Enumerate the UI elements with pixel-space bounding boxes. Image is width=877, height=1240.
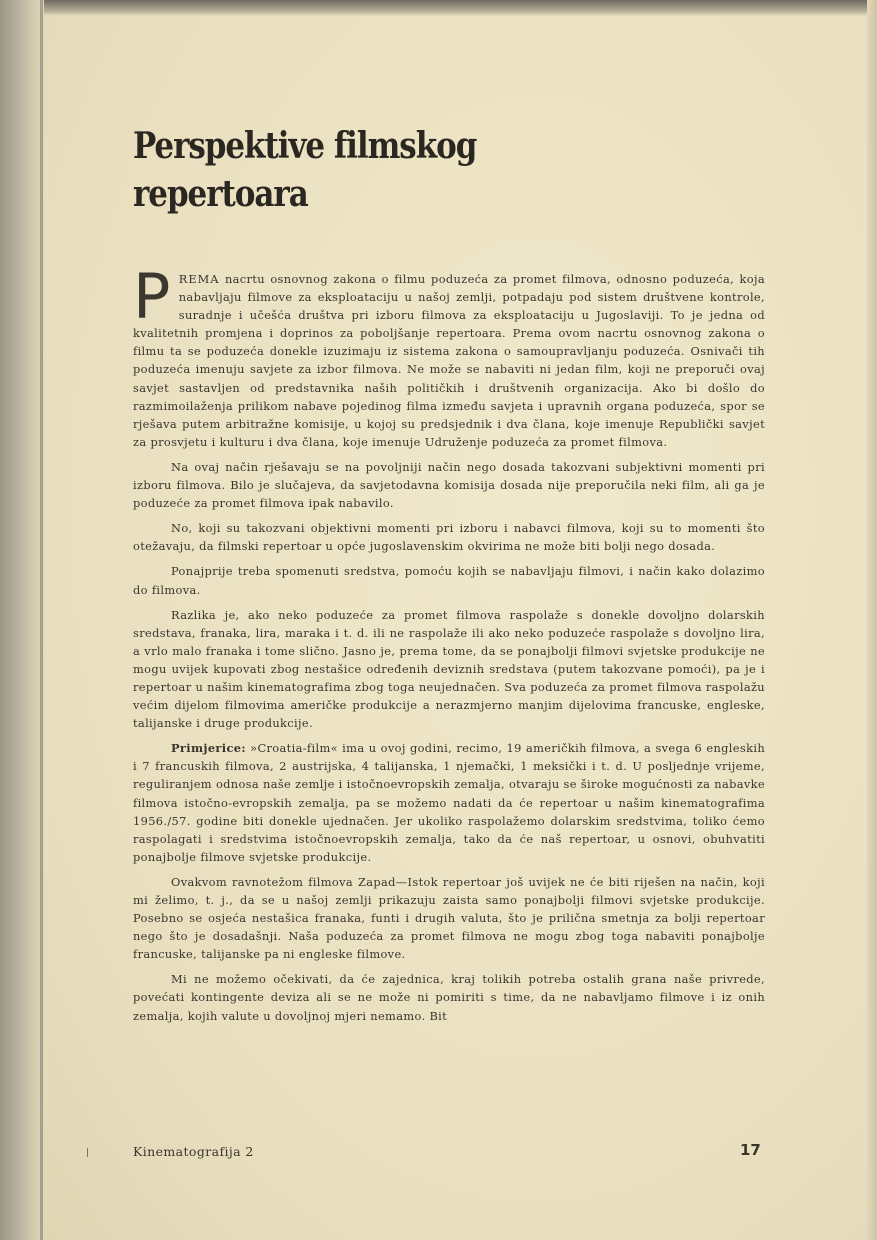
paragraph-1-lead: REMA	[178, 272, 220, 286]
drop-cap: P	[133, 260, 171, 333]
paragraph-2: Na ovaj način rješavaju se na povoljniji način nego dosada takozvani subjektivni momenti pri izboru filmova. Bilo je slučajeva, da savjetodavna komisija dosada nije preporučila neki film, ali ga je poduzeće za promet filmova ipak nabavilo.	[133, 459, 765, 511]
page-top-shadow	[0, 0, 877, 16]
paragraph-6-lead: Primjerice:	[171, 741, 246, 756]
paragraph-5: Razlika je, ako neko poduzeće za promet filmova raspolaže s donekle dovoljno dolarskih sredstava, franaka, lira, maraka i t. d. ili ne raspolaže ili ako neko poduzeće raspolaže s dovoljno lira, a vrlo malo franaka i tome slično. Jasno je, prema tome, da se ponajbolji filmovi svjetske produkcije ne mogu uvijek kupovati zbog nestašice određenih deviznih sredstava (putem takozvane pomoći), pa je i repertoar u našim kinematografima zbog toga neujednačen. Sva poduzeća za promet filmova raspolažu većim dijelom filmovima američke produkcije a nerazmjerno manjim dijelovima francuske, engleske, talijanske i druge produkcije.	[133, 607, 765, 731]
paragraph-7: Ovakvom ravnotežom filmova Zapad—Istok repertoar još uvijek ne će biti riješen na način, koji mi želimo, t. j., da se u našoj zemlji prikazuju zaista samo ponajbolji filmovi svjetske produkcije. Posebno se osjeća nestašica franaka, funti i drugih valuta, što je prilična smetnja za bolji repertoar nego što je dosadašnji. Naša poduzeća za promet filmova ne mogu zbog toga nabaviti ponajbolje francuske, talijanske pa ni engleske filmove.	[133, 874, 765, 962]
paragraph-4: Ponajprije treba spomenuti sredstva, pomoću kojih se nabavljaju filmovi, i način kako dolazimo do filmova.	[133, 564, 765, 597]
margin-mark	[87, 1148, 88, 1157]
binding-edge	[40, 0, 43, 1240]
title-line-1: Perspektive filmskog	[133, 125, 477, 167]
page-right-edge	[867, 0, 877, 1240]
journal-name: Kinematografija 2	[133, 1144, 254, 1159]
title-line-2: repertoara	[133, 173, 308, 215]
paragraph-3: No, koji su takozvani objektivni momenti pri izboru i nabavci filmova, koji su to momenti što otežavaju, da filmski repertoar u opće jugoslavenskim okvirima ne može biti bolji nego dosada.	[133, 521, 765, 554]
paragraph-1	[133, 260, 765, 451]
paragraph-1-text: nacrtu osnovnog zakona o filmu poduzeća za promet filmova, odnosno poduzeća, koja nabavljaju filmove za eksploataciju u našoj zemlji, potpadaju pod sistem društvene kontrole, suradnje i učešća društva pri izboru filmova za eksploataciju u Jugoslaviji. To je jedna od kvalitetnih promjena i doprinos za poboljšanje repertoara. Prema ovom nacrtu osnovnog zakona o filmu ta se poduzeća donekle izuzimaju iz sistema zakona o samoupravljanju poduzeća. Osnivači tih poduzeća imenuju savjete za izbor filmova. Ne može se nabaviti ni jedan film, koji ne preporuči ovaj savjet sastavljen od predstavnika naših političkih i društvenih organizacija. Ako bi došlo do razmimoilaženja prilikom nabave pojedinog filma između savjeta i upravnih organa poduzeća, spor se rješava putem arbitražne komisije, u kojoj su predsjednik i dva člana, koje imenuje Republički savjet za prosvjetu i kulturu i dva člana, koje imenuje Udruženje poduzeća za promet filmova.	[133, 272, 765, 449]
article-title	[133, 122, 494, 218]
paragraph-8: Mi ne možemo očekivati, da će zajednica, kraj tolikih potreba ostalih grana naše privrede, povećati kontingente deviza ali se ne može ni pomiriti s time, da ne nabavljamo filmove i iz onih zemalja, kojih valute u dovoljnoj mjeri nemamo. Bit	[133, 972, 765, 1023]
paragraph-6	[133, 739, 765, 866]
binding-shadow	[0, 0, 44, 1240]
page-number: 17	[740, 1141, 761, 1159]
paragraph-6-text: »Croatia-film« ima u ovoj godini, recimo, 19 američkih filmova, a svega 6 engleskih i 7 francuskih filmova, 2 austrijska, 4 talijanska, 1 njemački, 1 meksički i t. d. U posljednje vrijeme, reguliranjem odnosa naše zemlje i istočnoevropskih zemalja, otvaraju se široke mogućnosti za nabavke filmova istočno-evropskih zemalja, pa se možemo nadati da će repertoar u našim kinematografima 1956./57. godine biti donekle ujednačen. Jer ukoliko raspolažemo dolarskim sredstvima, toliko ćemo raspolagati i sredstvima istočnoevropskih zemalja, tako da će naš repertoar, u osnovi, obuhvatiti ponajbolje filmove svjetske produkcije.	[133, 741, 765, 864]
article-body	[133, 260, 765, 1032]
